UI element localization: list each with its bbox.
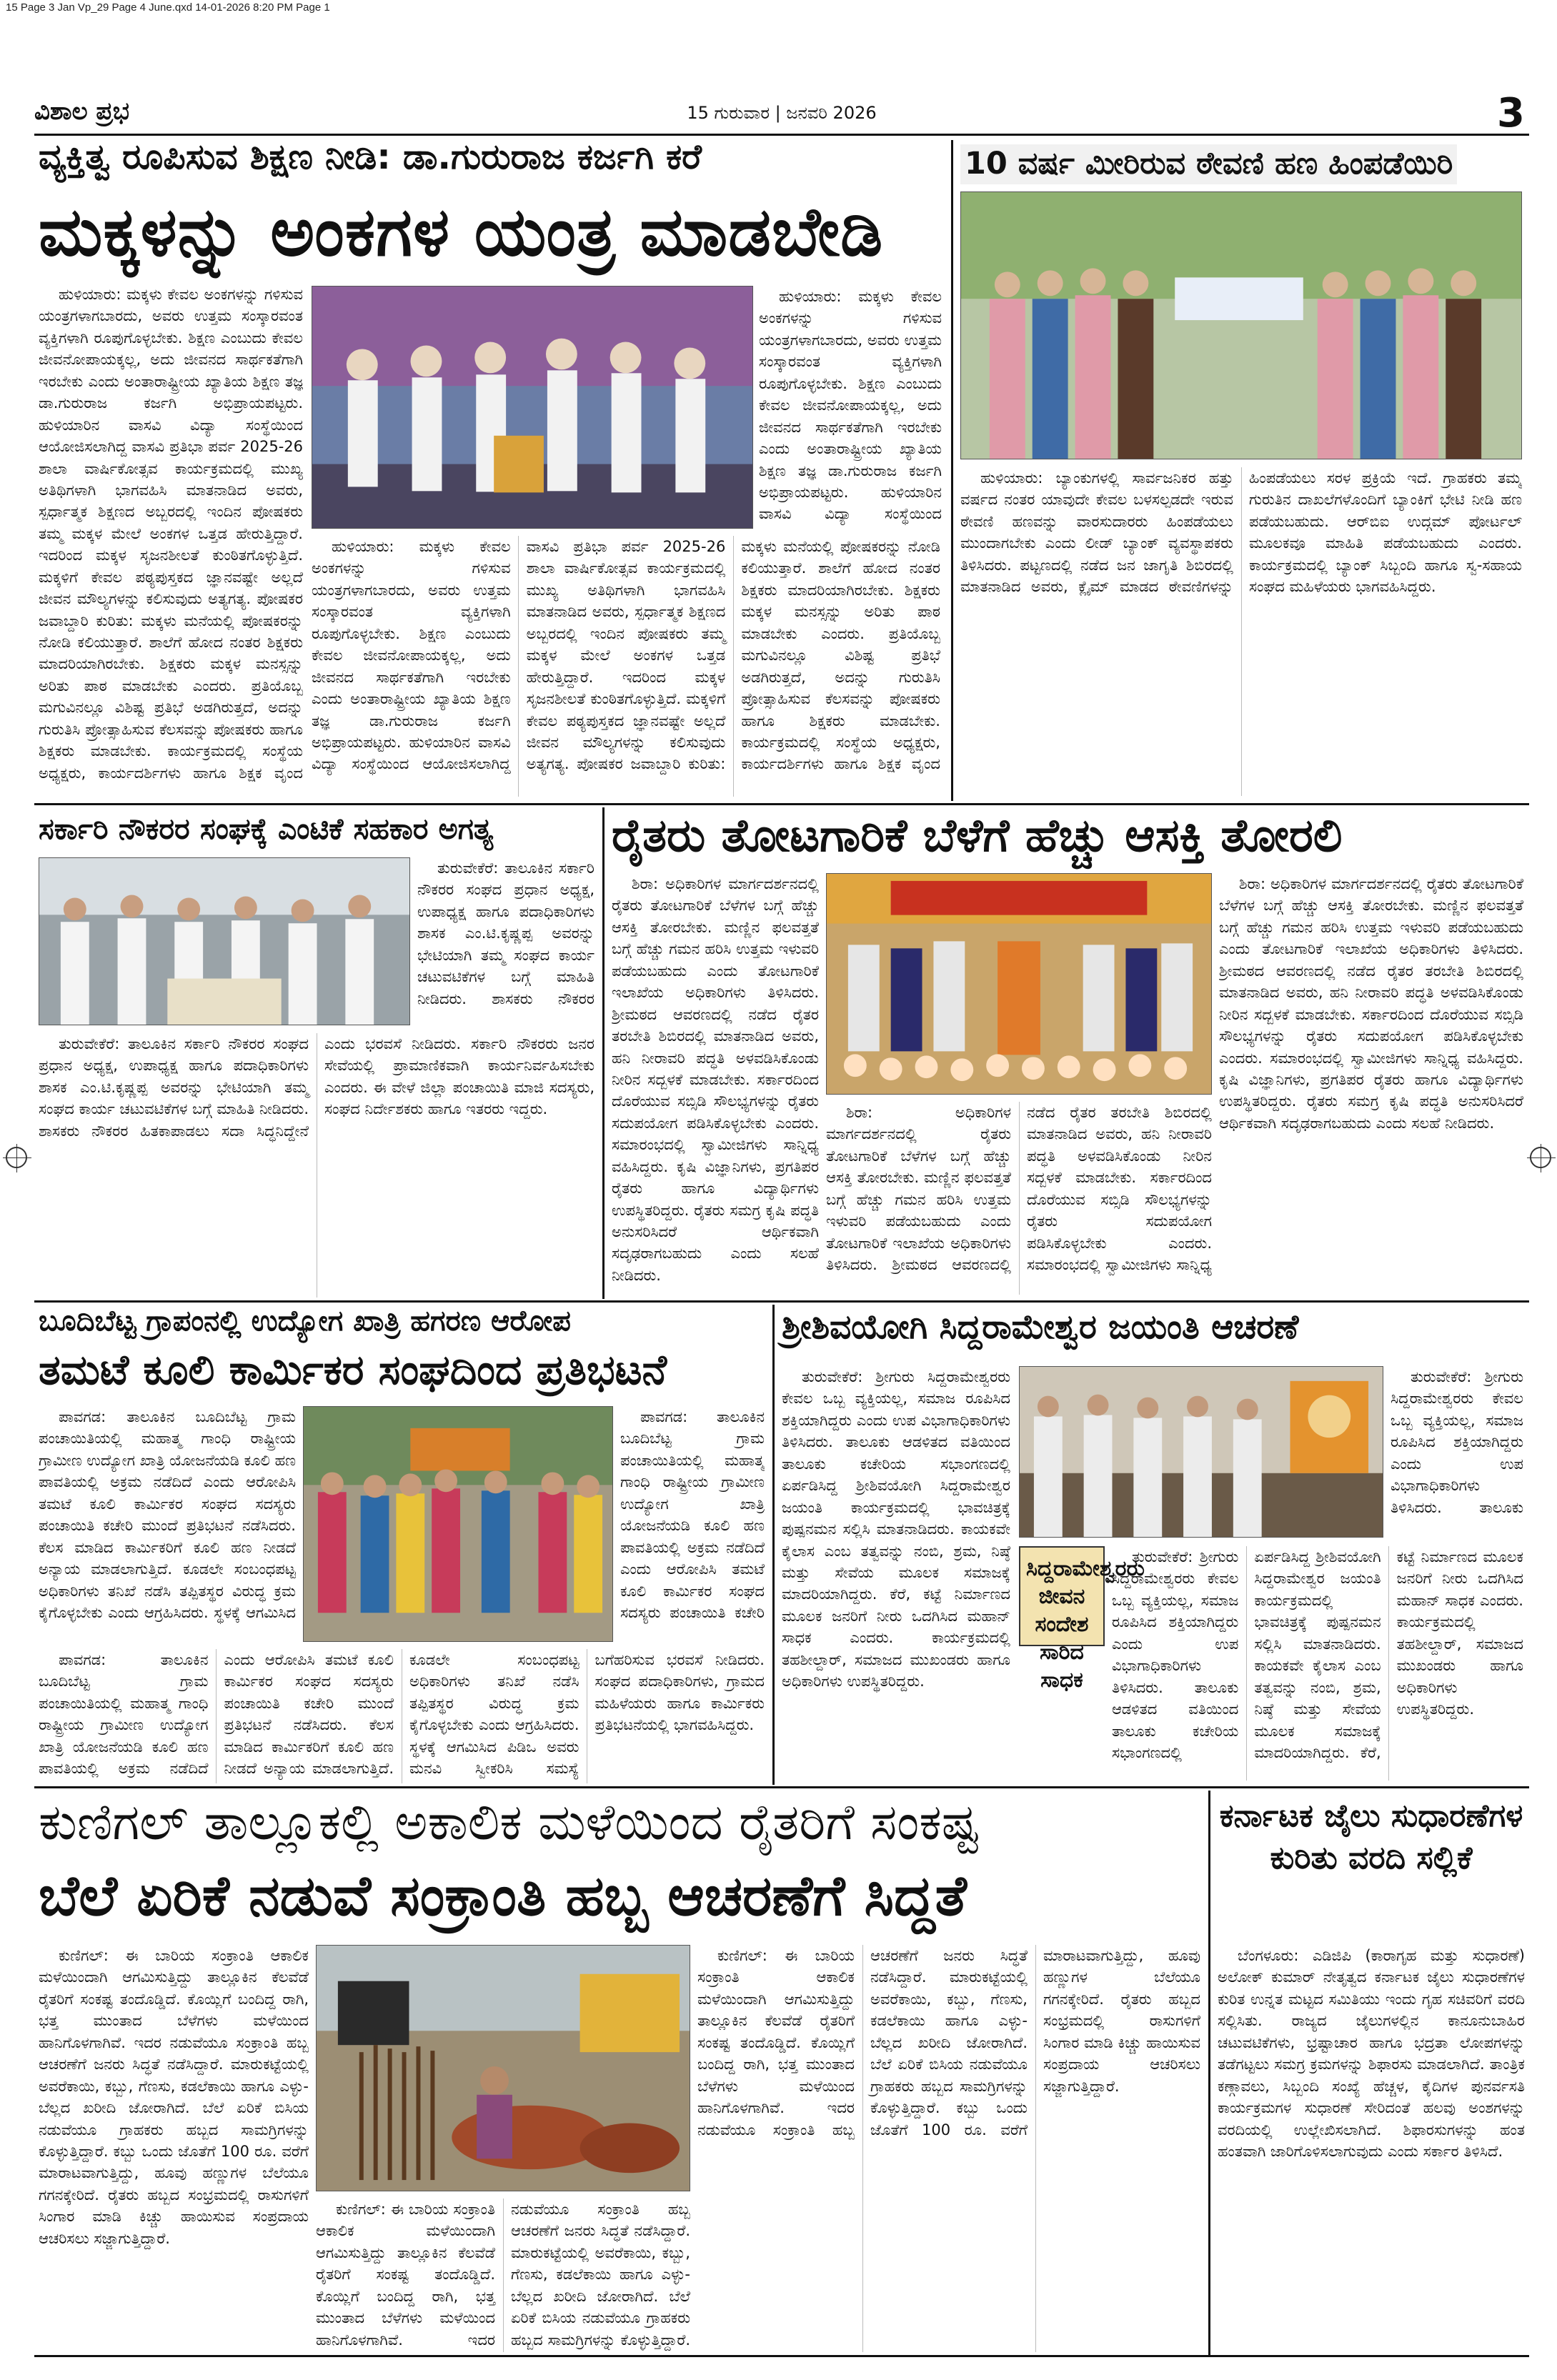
story-body-right xyxy=(697,1945,1200,2352)
story-body xyxy=(1218,1945,1525,2352)
story-paragraph: ಹುಳಿಯಾರು: ಬ್ಯಾಂಕುಗಳಲ್ಲಿ ಸಾರ್ವಜನಿಕರ ಹತ್ತು ವರ್ಷದ ನಂತರ ಯಾವುದೇ ಕೇವಲ ಬಳಸಲ್ಪಡದೇ ಇರುವ ಠೇವಣಿ ಹಣವನ್ನು ವಾರಸುದಾರರು ಹಿಂಪಡೆಯಲು ಮುಂದಾಗಬೇಕು ಎಂದು ಲೀಡ್ ಬ್ಯಾಂಕ್ ವ್ಯವಸ್ಥಾಪಕರು ತಿಳಿಸಿದರು. ಪಟ್ಟಣದಲ್ಲಿ ನಡೆದ ಜನ ಜಾಗೃತಿ ಶಿಬಿರದಲ್ಲಿ ಮಾತನಾಡಿದ ಅವರು, ಕ್ಲೈಮ್ ಮಾಡದ ಠೇವಣಿಗಳನ್ನು ಹಿಂಪಡೆಯಲು ಸರಳ ಪ್ರಕ್ರಿಯೆ ಇದೆ. ಗ್ರಾಹಕರು ತಮ್ಮ ಗುರುತಿನ ದಾಖಲೆಗಳೊಂದಿಗೆ ಬ್ಯಾಂಕಿಗೆ ಭೇಟಿ ನೀಡಿ ಹಣ ಪಡೆಯಬಹುದು. ಆರ್‌ಬಿಐ ಉದ್ಗಮ್ ಪೋರ್ಟಲ್ ಮೂಲಕವೂ ಮಾಹಿತಿ ಪಡೆಯಬಹುದು ಎಂದರು. ಕಾರ್ಯಕ್ರಮದಲ್ಲಿ ಬ್ಯಾಂಕ್ ಸಿಬ್ಬಂದಿ ಹಾಗೂ ಸ್ವ-ಸಹಾಯ ಸಂಘದ ಮಹಿಳೆಯರು ಭಾಗವಹಿಸಿದ್ದರು. xyxy=(960,469,1522,596)
story-body-left xyxy=(612,873,819,1295)
story-body-continued xyxy=(312,536,940,797)
story-photo xyxy=(303,1406,613,1642)
story-paragraph-2: ತುರುವೇಕೆರೆ: ಶ್ರೀಗುರು ಸಿದ್ದರಾಮೇಶ್ವರರು ಕೇವಲ ಒಬ್ಬ ವ್ಯಕ್ತಿಯಲ್ಲ, ಸಮಾಜ ರೂಪಿಸಿದ ಶಕ್ತಿಯಾಗಿದ್ದರು ಎಂದು ಉಪ ವಿಭಾಗಾಧಿಕಾರಿಗಳು ತಿಳಿಸಿದರು. ತಾಲೂಕು xyxy=(1391,1368,1523,1516)
story-photo xyxy=(826,873,1212,1095)
story-headline: ಸರ್ಕಾರಿ ನೌಕರರ ಸಂಘಕ್ಕೆ ಎಂಟಿಕೆ ಸಹಕಾರ ಅಗತ್ಯ xyxy=(39,812,494,846)
story-horticulture xyxy=(607,807,1529,1300)
story-paragraph-2: ಹುಳಿಯಾರು: ಮಕ್ಕಳು ಕೇವಲ ಅಂಕಗಳನ್ನು ಗಳಿಸುವ ಯಂತ್ರಗಳಾಗಬಾರದು, ಅವರು ಉತ್ತಮ ಸಂಸ್ಕಾರವಂತ ವ್ಯಕ್ತಿಗಳಾಗಿ ರೂಪುಗೊಳ್ಳಬೇಕು. ಶಿಕ್ಷಣ ಎಂಬುದು ಕೇವಲ ಜೀವನೋಪಾಯಕ್ಕಲ್ಲ, ಅದು ಜೀವನದ ಸಾರ್ಥಕತೆಗಾಗಿ ಇರಬೇಕು ಎಂದು ಅಂತಾರಾಷ್ಟ್ರೀಯ ಖ್ಯಾತಿಯ ಶಿಕ್ಷಣ ತಜ್ಞ ಡಾ.ಗುರುರಾಜ ಕರ್ಜಗಿ ಅಭಿಪ್ರಾಯಪಟ್ಟರು. ಹುಳಿಯಾರಿನ ವಾಸವಿ ವಿದ್ಯಾ ಸಂಸ್ಥೆಯಿಂದ ಆಯೋಜಿಸಲಾಗಿದ್ದ ವಾಸವಿ ಪ್ರತಿಭಾ ಪರ್ವ 2025-26 ಶಾಲಾ ವಾರ್ಷಿಕೋತ್ಸವ ಕಾರ್ಯಕ್ರಮದಲ್ಲಿ ಮುಖ್ಯ ಅತಿಥಿಗಳಾಗಿ ಭಾಗವಹಿಸಿ ಮಾತನಾಡಿದ ಅವರು, ಸ್ಪರ್ಧಾತ್ಮಕ ಶಿಕ್ಷಣದ ಅಬ್ಬರದಲ್ಲಿ ಇಂದಿನ ಪೋಷಕರು ತಮ್ಮ ಮಕ್ಕಳ ಮೇಲೆ ಅಂಕಗಳ ಒತ್ತಡ ಹೇರುತ್ತಿದ್ದಾರೆ. ಇದರಿಂದ ಮಕ್ಕಳ ಸೃಜನಶೀಲತೆ ಕುಂಠಿತಗೊಳ್ಳುತ್ತಿದೆ. ಮಕ್ಕಳಿಗೆ ಕೇವಲ ಪಠ್ಯಪುಸ್ತಕದ ಜ್ಞಾನವಷ್ಟೇ ಅಲ್ಲದೆ ಜೀವನ ಮೌಲ್ಯಗಳನ್ನು ಕಲಿಸುವುದು ಅತ್ಯಗತ್ಯ. ಪೋಷಕರ ಜವಾಬ್ದಾರಿ ಕುರಿತು: ಮಕ್ಕಳು ಮನೆಯಲ್ಲಿ ಪೋಷಕರನ್ನು ನೋಡಿ ಕಲಿಯುತ್ತಾರೆ. ಶಾಲೆಗೆ ಹೋದ ನಂತರ ಶಿಕ್ಷಕರು ಮಾದರಿಯಾಗಿರಬೇಕು. ಶಿಕ್ಷಕರು ಮಕ್ಕಳ ಮನಸ್ಸನ್ನು ಅರಿತು ಪಾಠ ಮಾಡಬೇಕು ಎಂದರು. ಪ್ರತಿಯೊಬ್ಬ ಮಗುವಿನಲ್ಲೂ ವಿಶಿಷ್ಟ ಪ್ರತಿಭೆ ಅಡಗಿರುತ್ತದೆ, ಅದನ್ನು ಗುರುತಿಸಿ ಪ್ರೋತ್ಸಾಹಿಸುವ ಕೆಲಸವನ್ನು ಪೋಷಕರು ಹಾಗೂ ಶಿಕ್ಷಕರು ಮಾಡಬೇಕು. ಕಾರ್ಯಕ್ರಮದಲ್ಲಿ ಸಂಸ್ಥೆಯ ಅಧ್ಯಕ್ಷರು, ಕಾರ್ಯದರ್ಶಿಗಳು ಹಾಗೂ ಶಿಕ್ಷಕ ವೃಂದ xyxy=(312,538,940,773)
newspaper-brand: ವಿಶಾಲ ಪ್ರಭ xyxy=(34,97,129,126)
story-paragraph: ಹುಳಿಯಾರು: ಮಕ್ಕಳು ಕೇವಲ ಅಂಕಗಳನ್ನು ಗಳಿಸುವ ಯಂತ್ರಗಳಾಗಬಾರದು, ಅವರು ಉತ್ತಮ ಸಂಸ್ಕಾರವಂತ ವ್ಯಕ್ತಿಗಳಾಗಿ ರೂಪುಗೊಳ್ಳಬೇಕು. ಶಿಕ್ಷಣ ಎಂಬುದು ಕೇವಲ ಜೀವನೋಪಾಯಕ್ಕಲ್ಲ, ಅದು ಜೀವನದ ಸಾರ್ಥಕತೆಗಾಗಿ ಇರಬೇಕು ಎಂದು ಅಂತಾರಾಷ್ಟ್ರೀಯ ಖ್ಯಾತಿಯ ಶಿಕ್ಷಣ ತಜ್ಞ ಡಾ.ಗುರುರಾಜ ಕರ್ಜಗಿ ಅಭಿಪ್ರಾಯಪಟ್ಟರು. ಹುಳಿಯಾರಿನ ವಾಸವಿ ವಿದ್ಯಾ ಸಂಸ್ಥೆಯಿಂದ ಆಯೋಜಿಸಲಾಗಿದ್ದ ವಾಸವಿ ಪ್ರತಿಭಾ ಪರ್ವ 2025-26 ಶಾಲಾ ವಾರ್ಷಿಕೋತ್ಸವ ಕಾರ್ಯಕ್ರಮದಲ್ಲಿ ಮುಖ್ಯ ಅತಿಥಿಗಳಾಗಿ ಭಾಗವಹಿಸಿ ಮಾತನಾಡಿದ ಅವರು, ಸ್ಪರ್ಧಾತ್ಮಕ ಶಿಕ್ಷಣದ ಅಬ್ಬರದಲ್ಲಿ ಇಂದಿನ ಪೋಷಕರು ತಮ್ಮ ಮಕ್ಕಳ ಮೇಲೆ ಅಂಕಗಳ ಒತ್ತಡ ಹೇರುತ್ತಿದ್ದಾರೆ. ಇದರಿಂದ ಮಕ್ಕಳ ಸೃಜನಶೀಲತೆ ಕುಂಠಿತಗೊಳ್ಳುತ್ತಿದೆ. ಮಕ್ಕಳಿಗೆ ಕೇವಲ ಪಠ್ಯಪುಸ್ತಕದ ಜ್ಞಾನವಷ್ಟೇ ಅಲ್ಲದೆ ಜೀವನ ಮೌಲ್ಯಗಳನ್ನು ಕಲಿಸುವುದು ಅತ್ಯಗತ್ಯ. ಪೋಷಕರ ಜವಾಬ್ದಾರಿ ಕುರಿತು: ಮಕ್ಕಳು ಮನೆಯಲ್ಲಿ ಪೋಷಕರನ್ನು ನೋಡಿ ಕಲಿಯುತ್ತಾರೆ. ಶಾಲೆಗೆ ಹೋದ ನಂತರ ಶಿಕ್ಷಕರು ಮಾದರಿಯಾಗಿರಬೇಕು. ಶಿಕ್ಷಕರು ಮಕ್ಕಳ ಮನಸ್ಸನ್ನು ಅರಿತು ಪಾಠ ಮಾಡಬೇಕು ಎಂದರು. ಪ್ರತಿಯೊಬ್ಬ ಮಗುವಿನಲ್ಲೂ ವಿಶಿಷ್ಟ ಪ್ರತಿಭೆ ಅಡಗಿರುತ್ತದೆ, ಅದನ್ನು ಗುರುತಿಸಿ ಪ್ರೋತ್ಸಾಹಿಸುವ ಕೆಲಸವನ್ನು ಪೋಷಕರು ಹಾಗೂ ಶಿಕ್ಷಕರು ಮಾಡಬೇಕು. ಕಾರ್ಯಕ್ರಮದಲ್ಲಿ ಸಂಸ್ಥೆಯ ಅಧ್ಯಕ್ಷರು, ಕಾರ್ಯದರ್ಶಿಗಳು ಹಾಗೂ ಶಿಕ್ಷಕ ವೃಂದ xyxy=(39,286,303,782)
column-rule xyxy=(772,1305,775,1785)
story-paragraph: ಕುಣಿಗಲ್: ಈ ಬಾರಿಯ ಸಂಕ್ರಾಂತಿ ಆಕಾಲಿಕ ಮಳೆಯಿಂದಾಗಿ ಆಗಮಿಸುತ್ತಿದ್ದು ತಾಲ್ಲೂಕಿನ ಕೆಲವೆಡೆ ರೈತರಿಗೆ ಸಂಕಷ್ಟ ತಂದೊಡ್ಡಿದೆ. ಕೊಯ್ಲಿಗೆ ಬಂದಿದ್ದ ರಾಗಿ, ಭತ್ತ ಮುಂತಾದ ಬೆಳೆಗಳು ಮಳೆಯಿಂದ ಹಾನಿಗೊಳಗಾಗಿವೆ. ಇದರ ನಡುವೆಯೂ ಸಂಕ್ರಾಂತಿ ಹಬ್ಬ ಆಚರಣೆಗೆ ಜನರು ಸಿದ್ಧತೆ ನಡೆಸಿದ್ದಾರೆ. ಮಾರುಕಟ್ಟೆಯಲ್ಲಿ ಅವರೆಕಾಯಿ, ಕಬ್ಬು, ಗೆಣಸು, ಕಡಲೆಕಾಯಿ ಹಾಗೂ ಎಳ್ಳು-ಬೆಲ್ಲದ ಖರೀದಿ ಜೋರಾಗಿದೆ. ಬೆಲೆ ಏರಿಕೆ ಬಿಸಿಯ ನಡುವೆಯೂ ಗ್ರಾಹಕರು ಹಬ್ಬದ ಸಾಮಗ್ರಿಗಳನ್ನು ಕೊಳ್ಳುತ್ತಿದ್ದಾರೆ. ಕಬ್ಬು ಒಂದು ಜೊತೆಗೆ 100 ರೂ. ವರೆಗೆ ಮಾರಾಟವಾಗುತ್ತಿದ್ದು, ಹೂವು ಹಣ್ಣುಗಳ ಬೆಲೆಯೂ ಗಗನಕ್ಕೇರಿದೆ. ರೈತರು ಹಬ್ಬದ ಸಂಭ್ರಮದಲ್ಲಿ ರಾಸುಗಳಿಗೆ ಸಿಂಗಾರ ಮಾಡಿ ಕಿಚ್ಚು ಹಾಯಿಸುವ ಸಂಪ್ರದಾಯ ಆಚರಿಸಲು ಸಜ್ಜಾಗುತ್ತಿದ್ದಾರೆ. xyxy=(39,1947,309,2247)
story-body-bottom xyxy=(1112,1546,1523,1781)
page-bottom-rule xyxy=(34,2355,1529,2357)
story-paragraph-3: ಕುಣಿಗಲ್: ಈ ಬಾರಿಯ ಸಂಕ್ರಾಂತಿ ಆಕಾಲಿಕ ಮಳೆಯಿಂದಾಗಿ ಆಗಮಿಸುತ್ತಿದ್ದು ತಾಲ್ಲೂಕಿನ ಕೆಲವೆಡೆ ರೈತರಿಗೆ ಸಂಕಷ್ಟ ತಂದೊಡ್ಡಿದೆ. ಕೊಯ್ಲಿಗೆ ಬಂದಿದ್ದ ರಾಗಿ, ಭತ್ತ ಮುಂತಾದ ಬೆಳೆಗಳು ಮಳೆಯಿಂದ ಹಾನಿಗೊಳಗಾಗಿವೆ. ಇದರ ನಡುವೆಯೂ ಸಂಕ್ರಾಂತಿ ಹಬ್ಬ ಆಚರಣೆಗೆ ಜನರು ಸಿದ್ಧತೆ ನಡೆಸಿದ್ದಾರೆ. ಮಾರುಕಟ್ಟೆಯಲ್ಲಿ ಅವರೆಕಾಯಿ, ಕಬ್ಬು, ಗೆಣಸು, ಕಡಲೆಕಾಯಿ ಹಾಗೂ ಎಳ್ಳು-ಬೆಲ್ಲದ ಖರೀದಿ ಜೋರಾಗಿದೆ. ಬೆಲೆ ಏರಿಕೆ ಬಿಸಿಯ ನಡುವೆಯೂ ಗ್ರಾಹಕರು ಹಬ್ಬದ ಸಾಮಗ್ರಿಗಳನ್ನು ಕೊಳ್ಳುತ್ತಿದ್ದಾರೆ. ಕಬ್ಬು ಒಂದು ಜೊತೆಗೆ 100 ರೂ. ವರೆಗೆ ಮಾರಾಟವಾಗುತ್ತಿದ್ದು, ಹೂವು ಹಣ್ಣುಗಳ ಬೆಲೆಯೂ ಗಗನಕ್ಕೇರಿದೆ. ರೈತರು ಹಬ್ಬದ ಸಂಭ್ರಮದಲ್ಲಿ ರಾಸುಗಳಿಗೆ ಸಿಂಗಾರ ಮಾಡಿ ಕಿಚ್ಚು ಹಾಯಿಸುವ ಸಂಪ್ರದಾಯ ಆಚರಿಸಲು ಸಜ್ಜಾಗುತ್ತಿದ್ದಾರೆ. xyxy=(697,1947,1200,2138)
story-bank-deposits xyxy=(956,140,1529,801)
page-number: 3 xyxy=(1497,90,1525,136)
story-paragraph: ಪಾವಗಡ: ತಾಲೂಕಿನ ಬೂದಿಬೆಟ್ಟ ಗ್ರಾಮ ಪಂಚಾಯಿತಿಯಲ್ಲಿ ಮಹಾತ್ಮ ಗಾಂಧಿ ರಾಷ್ಟ್ರೀಯ ಗ್ರಾಮೀಣ ಉದ್ಯೋಗ ಖಾತ್ರಿ ಯೋಜನೆಯಡಿ ಕೂಲಿ ಹಣ ಪಾವತಿಯಲ್ಲಿ ಅಕ್ರಮ ನಡೆದಿದೆ ಎಂದು ಆರೋಪಿಸಿ ತಮಟೆ ಕೂಲಿ ಕಾರ್ಮಿಕರ ಸಂಘದ ಸದಸ್ಯರು ಪಂಚಾಯಿತಿ ಕಚೇರಿ ಮುಂದೆ ಪ್ರತಿಭಟನೆ ನಡೆಸಿದರು. ಕೆಲಸ ಮಾಡಿದ ಕಾರ್ಮಿಕರಿಗೆ ಕೂಲಿ ಹಣ ನೀಡದೆ ಅನ್ಯಾಯ ಮಾಡಲಾಗುತ್ತಿದೆ. ಕೂಡಲೇ ಸಂಬಂಧಪಟ್ಟ ಅಧಿಕಾರಿಗಳು ತನಿಖೆ ನಡೆಸಿ ತಪ್ಪಿತಸ್ಥರ ವಿರುದ್ಧ ಕ್ರಮ ಕೈಗೊಳ್ಳಬೇಕು ಎಂದು ಆಗ್ರಹಿಸಿದರು. ಸ್ಥಳಕ್ಕೆ ಆಗಮಿಸಿದ xyxy=(39,1408,296,1621)
story-body-left xyxy=(782,1366,1010,1781)
column-rule xyxy=(1208,1791,1210,2355)
story-photo xyxy=(960,191,1522,459)
story-body-right xyxy=(620,1406,765,1642)
story-body-top xyxy=(417,857,595,1025)
story-body xyxy=(39,1033,595,1298)
section-rule xyxy=(34,1786,1529,1788)
story-headline: ಶ್ರೀಶಿವಯೋಗಿ ಸಿದ್ದರಾಮೇಶ್ವರ ಜಯಂತಿ ಆಚರಣೆ xyxy=(782,1308,1299,1347)
story-jail-reforms xyxy=(1213,1791,1529,2355)
story-body-bottom xyxy=(39,1649,765,1783)
story-jayanti xyxy=(777,1305,1529,1787)
masthead xyxy=(34,90,1529,136)
story-body-left xyxy=(39,1945,309,2352)
story-body-right xyxy=(759,286,942,532)
story-photo xyxy=(312,286,753,529)
story-lead xyxy=(34,137,949,802)
story-paragraph-3: ತುರುವೇಕೆರೆ: ಶ್ರೀಗುರು ಸಿದ್ದರಾಮೇಶ್ವರರು ಕೇವಲ ಒಬ್ಬ ವ್ಯಕ್ತಿಯಲ್ಲ, ಸಮಾಜ ರೂಪಿಸಿದ ಶಕ್ತಿಯಾಗಿದ್ದರು ಎಂದು ಉಪ ವಿಭಾಗಾಧಿಕಾರಿಗಳು ತಿಳಿಸಿದರು. ತಾಲೂಕು ಆಡಳಿತದ ವತಿಯಿಂದ ತಾಲೂಕು ಕಚೇರಿಯ ಸಭಾಂಗಣದಲ್ಲಿ ಏರ್ಪಡಿಸಿದ್ದ ಶ್ರೀಶಿವಯೋಗಿ ಸಿದ್ದರಾಮೇಶ್ವರ ಜಯಂತಿ ಕಾರ್ಯಕ್ರಮದಲ್ಲಿ ಭಾವಚಿತ್ರಕ್ಕೆ ಪುಷ್ಪನಮನ ಸಲ್ಲಿಸಿ ಮಾತನಾಡಿದರು. ಕಾಯಕವೇ ಕೈಲಾಸ ಎಂಬ ತತ್ವವನ್ನು ನಂಬಿ, ಶ್ರಮ, ನಿಷ್ಠೆ ಮತ್ತು ಸೇವೆಯ ಮೂಲಕ ಸಮಾಜಕ್ಕೆ ಮಾದರಿಯಾಗಿದ್ದರು. ಕೆರೆ, ಕಟ್ಟೆ ನಿರ್ಮಾಣದ ಮೂಲಕ ಜನರಿಗೆ ನೀರು ಒದಗಿಸಿದ ಮಹಾನ್ ಸಾಧಕ ಎಂದರು. ಕಾರ್ಯಕ್ರಮದಲ್ಲಿ ತಹಶೀಲ್ದಾರ್, ಸಮಾಜದ ಮುಖಂಡರು ಹಾಗೂ ಅಧಿಕಾರಿಗಳು ಉಪಸ್ಥಿತರಿದ್ದರು. xyxy=(1112,1548,1523,1761)
story-paragraph-3: ಶಿರಾ: ಅಧಿಕಾರಿಗಳ ಮಾರ್ಗದರ್ಶನದಲ್ಲಿ ರೈತರು ತೋಟಗಾರಿಕೆ ಬೆಳೆಗಳ ಬಗ್ಗೆ ಹೆಚ್ಚು ಆಸಕ್ತಿ ತೋರಬೇಕು. ಮಣ್ಣಿನ ಫಲವತ್ತತೆ ಬಗ್ಗೆ ಹೆಚ್ಚು ಗಮನ ಹರಿಸಿ ಉತ್ತಮ ಇಳುವರಿ ಪಡೆಯಬಹುದು ಎಂದು ತೋಟಗಾರಿಕೆ ಇಲಾಖೆಯ ಅಧಿಕಾರಿಗಳು ತಿಳಿಸಿದರು. ಶ್ರೀಮಠದ ಆವರಣದಲ್ಲಿ ನಡೆದ ರೈತರ ತರಬೇತಿ ಶಿಬಿರದಲ್ಲಿ ಮಾತನಾಡಿದ ಅವರು, ಹನಿ ನೀರಾವರಿ ಪದ್ಧತಿ ಅಳವಡಿಸಿಕೊಂಡು ನೀರಿನ ಸದ್ಬಳಕೆ ಮಾಡಬೇಕು. ಸರ್ಕಾರದಿಂದ ದೊರೆಯುವ ಸಬ್ಸಿಡಿ ಸೌಲಭ್ಯಗಳನ್ನು ರೈತರು ಸದುಪಯೋಗ ಪಡಿಸಿಕೊಳ್ಳಬೇಕು ಎಂದರು. ಸಮಾರಂಭದಲ್ಲಿ ಸ್ವಾಮೀಜಿಗಳು ಸಾನ್ನಿಧ್ಯ ವಹಿಸಿದ್ದರು. ಕೃಷಿ ವಿಜ್ಞಾನಿಗಳು, ಪ್ರಗತಿಪರ ರೈತರು ಹಾಗೂ ವಿದ್ಯಾರ್ಥಿಗಳು ಉಪಸ್ಥಿತರಿದ್ದರು. ರೈತರು ಸಮಗ್ರ ಕೃಷಿ ಪದ್ಧತಿ ಅನುಸರಿಸಿದರೆ ಆರ್ಥಿಕವಾಗಿ ಸದೃಢರಾಗಬಹುದು ಎಂದು ಸಲಹೆ ನೀಡಿದರು. xyxy=(1219,875,1523,1132)
pull-quote: ಸಿದ್ದರಾಮೇಶ್ವರರು ಜೀವನ ಸಂದೇಶ ಸಾರಿದ ಸಾಧಕ xyxy=(1019,1546,1105,1646)
story-paragraph-2: ಪಾವಗಡ: ತಾಲೂಕಿನ ಬೂದಿಬೆಟ್ಟ ಗ್ರಾಮ ಪಂಚಾಯಿತಿಯಲ್ಲಿ ಮಹಾತ್ಮ ಗಾಂಧಿ ರಾಷ್ಟ್ರೀಯ ಗ್ರಾಮೀಣ ಉದ್ಯೋಗ ಖಾತ್ರಿ ಯೋಜನೆಯಡಿ ಕೂಲಿ ಹಣ ಪಾವತಿಯಲ್ಲಿ ಅಕ್ರಮ ನಡೆದಿದೆ ಎಂದು ಆರೋಪಿಸಿ ತಮಟೆ ಕೂಲಿ ಕಾರ್ಮಿಕರ ಸಂಘದ ಸದಸ್ಯರು ಪಂಚಾಯಿತಿ ಕಚೇರಿ xyxy=(620,1408,765,1621)
story-headline: ಬೆಲೆ ಏರಿಕೆ ನಡುವೆ ಸಂಕ್ರಾಂತಿ ಹಬ್ಬ ಆಚರಣೆಗೆ ಸಿದ್ದತೆ xyxy=(39,1864,967,1928)
story-employees-union xyxy=(34,807,600,1300)
story-body-middle xyxy=(826,1102,1212,1295)
story-body xyxy=(960,467,1522,796)
section-rule xyxy=(34,803,1529,805)
registration-mark-right xyxy=(1530,1147,1551,1168)
story-body xyxy=(39,284,303,798)
story-headline: 10 ವರ್ಷ ಮೀರಿರುವ ಠೇವಣಿ ಹಣ ಹಿಂಪಡೆಯಿರಿ xyxy=(960,144,1457,184)
story-paragraph-3: ಪಾವಗಡ: ತಾಲೂಕಿನ ಬೂದಿಬೆಟ್ಟ ಗ್ರಾಮ ಪಂಚಾಯಿತಿಯಲ್ಲಿ ಮಹಾತ್ಮ ಗಾಂಧಿ ರಾಷ್ಟ್ರೀಯ ಗ್ರಾಮೀಣ ಉದ್ಯೋಗ ಖಾತ್ರಿ ಯೋಜನೆಯಡಿ ಕೂಲಿ ಹಣ ಪಾವತಿಯಲ್ಲಿ ಅಕ್ರಮ ನಡೆದಿದೆ ಎಂದು ಆರೋಪಿಸಿ ತಮಟೆ ಕೂಲಿ ಕಾರ್ಮಿಕರ ಸಂಘದ ಸದಸ್ಯರು ಪಂಚಾಯಿತಿ ಕಚೇರಿ ಮುಂದೆ ಪ್ರತಿಭಟನೆ ನಡೆಸಿದರು. ಕೆಲಸ ಮಾಡಿದ ಕಾರ್ಮಿಕರಿಗೆ ಕೂಲಿ ಹಣ ನೀಡದೆ ಅನ್ಯಾಯ ಮಾಡಲಾಗುತ್ತಿದೆ. ಕೂಡಲೇ ಸಂಬಂಧಪಟ್ಟ ಅಧಿಕಾರಿಗಳು ತನಿಖೆ ನಡೆಸಿ ತಪ್ಪಿತಸ್ಥರ ವಿರುದ್ಧ ಕ್ರಮ ಕೈಗೊಳ್ಳಬೇಕು ಎಂದು ಆಗ್ರಹಿಸಿದರು. ಸ್ಥಳಕ್ಕೆ ಆಗಮಿಸಿದ ಪಿಡಿಒ ಅವರು ಮನವಿ ಸ್ವೀಕರಿಸಿ ಸಮಸ್ಯೆ ಬಗೆಹರಿಸುವ ಭರವಸೆ ನೀಡಿದರು. ಸಂಘದ ಪದಾಧಿಕಾರಿಗಳು, ಗ್ರಾಮದ ಮಹಿಳೆಯರು ಹಾಗೂ ಕಾರ್ಮಿಕರು ಪ್ರತಿಭಟನೆಯಲ್ಲಿ ಭಾಗವಹಿಸಿದ್ದರು. xyxy=(39,1651,765,1778)
issue-date: 15 ಗುರುವಾರ | ಜನವರಿ 2026 xyxy=(687,103,877,123)
story-protest xyxy=(34,1305,770,1787)
story-headline: ರೈತರು ತೋಟಗಾರಿಕೆ ಬೆಳೆಗೆ ಹೆಚ್ಚು ಆಸಕ್ತಿ ತೋರಲಿ xyxy=(612,810,1343,862)
story-photo xyxy=(39,857,410,1025)
story-kicker: ಬೂದಿಬೆಟ್ಟ ಗ್ರಾಪಂನಲ್ಲಿ ಉದ್ಯೋಗ ಖಾತ್ರಿ ಹಗರಣ ಆರೋಪ xyxy=(39,1305,571,1338)
story-body-right xyxy=(1391,1366,1523,1538)
story-body-left xyxy=(39,1406,296,1642)
story-headline: ತಮಟೆ ಕೂಲಿ ಕಾರ್ಮಿಕರ ಸಂಘದಿಂದ ಪ್ರತಿಭಟನೆ xyxy=(39,1345,667,1394)
story-body-bottom xyxy=(316,2199,690,2352)
story-photo xyxy=(1019,1366,1383,1538)
column-rule xyxy=(602,807,605,1299)
story-headline: ಕರ್ನಾಟಕ ಜೈಲು ಸುಧಾರಣೆಗಳ ಕುರಿತು ವರದಿ ಸಲ್ಲಿಕೆ xyxy=(1219,1798,1523,1877)
story-paragraph-3: ಹುಳಿಯಾರು: ಮಕ್ಕಳು ಕೇವಲ ಅಂಕಗಳನ್ನು ಗಳಿಸುವ ಯಂತ್ರಗಳಾಗಬಾರದು, ಅವರು ಉತ್ತಮ ಸಂಸ್ಕಾರವಂತ ವ್ಯಕ್ತಿಗಳಾಗಿ ರೂಪುಗೊಳ್ಳಬೇಕು. ಶಿಕ್ಷಣ ಎಂಬುದು ಕೇವಲ ಜೀವನೋಪಾಯಕ್ಕಲ್ಲ, ಅದು ಜೀವನದ ಸಾರ್ಥಕತೆಗಾಗಿ ಇರಬೇಕು ಎಂದು ಅಂತಾರಾಷ್ಟ್ರೀಯ ಖ್ಯಾತಿಯ ಶಿಕ್ಷಣ ತಜ್ಞ ಡಾ.ಗುರುರಾಜ ಕರ್ಜಗಿ ಅಭಿಪ್ರಾಯಪಟ್ಟರು. ಹುಳಿಯಾರಿನ ವಾಸವಿ ವಿದ್ಯಾ ಸಂಸ್ಥೆಯಿಂದ xyxy=(759,288,942,523)
story-paragraph-2: ಶಿರಾ: ಅಧಿಕಾರಿಗಳ ಮಾರ್ಗದರ್ಶನದಲ್ಲಿ ರೈತರು ತೋಟಗಾರಿಕೆ ಬೆಳೆಗಳ ಬಗ್ಗೆ ಹೆಚ್ಚು ಆಸಕ್ತಿ ತೋರಬೇಕು. ಮಣ್ಣಿನ ಫಲವತ್ತತೆ ಬಗ್ಗೆ ಹೆಚ್ಚು ಗಮನ ಹರಿಸಿ ಉತ್ತಮ ಇಳುವರಿ ಪಡೆಯಬಹುದು ಎಂದು ತೋಟಗಾರಿಕೆ ಇಲಾಖೆಯ ಅಧಿಕಾರಿಗಳು ತಿಳಿಸಿದರು. ಶ್ರೀಮಠದ ಆವರಣದಲ್ಲಿ ನಡೆದ ರೈತರ ತರಬೇತಿ ಶಿಬಿರದಲ್ಲಿ ಮಾತನಾಡಿದ ಅವರು, ಹನಿ ನೀರಾವರಿ ಪದ್ಧತಿ ಅಳವಡಿಸಿಕೊಂಡು ನೀರಿನ ಸದ್ಬಳಕೆ ಮಾಡಬೇಕು. ಸರ್ಕಾರದಿಂದ ದೊರೆಯುವ ಸಬ್ಸಿಡಿ ಸೌಲಭ್ಯಗಳನ್ನು ರೈತರು ಸದುಪಯೋಗ ಪಡಿಸಿಕೊಳ್ಳಬೇಕು ಎಂದರು. ಸಮಾರಂಭದಲ್ಲಿ ಸ್ವಾಮೀಜಿಗಳು ಸಾನ್ನಿಧ್ಯ xyxy=(826,1104,1212,1274)
story-sankranti xyxy=(34,1791,1206,2355)
print-slug: 15 Page 3 Jan Vp_29 Page 4 June.qxd 14-01-2026 8:20 PM Page 1 xyxy=(6,1,330,14)
story-kicker: ಕುಣಿಗಲ್ ತಾಲ್ಲೂಕಲ್ಲಿ ಅಕಾಲಿಕ ಮಳೆಯಿಂದ ರೈತರಿಗೆ ಸಂಕಷ್ಟ xyxy=(39,1793,980,1851)
section-rule xyxy=(34,1300,1529,1303)
registration-mark-left xyxy=(6,1147,27,1168)
story-kicker: ವ್ಯಕ್ತಿತ್ವ ರೂಪಿಸುವ ಶಿಕ್ಷಣ ನೀಡಿ: ಡಾ.ಗುರುರಾಜ ಕರ್ಜಗಿ ಕರೆ xyxy=(39,137,702,177)
story-body-right xyxy=(1219,873,1523,1295)
column-rule xyxy=(951,140,953,801)
story-paragraph: ತುರುವೇಕೆರೆ: ತಾಲೂಕಿನ ಸರ್ಕಾರಿ ನೌಕರರ ಸಂಘದ ಪ್ರಧಾನ ಅಧ್ಯಕ್ಷ, ಉಪಾಧ್ಯಕ್ಷ ಹಾಗೂ ಪದಾಧಿಕಾರಿಗಳು ಶಾಸಕ ಎಂ.ಟಿ.ಕೃಷ್ಣಪ್ಪ ಅವರನ್ನು ಭೇಟಿಯಾಗಿ ತಮ್ಮ ಸಂಘದ ಕಾರ್ಯ ಚಟುವಟಿಕೆಗಳ ಬಗ್ಗೆ ಮಾಹಿತಿ ನೀಡಿದರು. ಶಾಸಕರು ನೌಕರರ xyxy=(417,860,595,1007)
story-paragraph: ಶಿರಾ: ಅಧಿಕಾರಿಗಳ ಮಾರ್ಗದರ್ಶನದಲ್ಲಿ ರೈತರು ತೋಟಗಾರಿಕೆ ಬೆಳೆಗಳ ಬಗ್ಗೆ ಹೆಚ್ಚು ಆಸಕ್ತಿ ತೋರಬೇಕು. ಮಣ್ಣಿನ ಫಲವತ್ತತೆ ಬಗ್ಗೆ ಹೆಚ್ಚು ಗಮನ ಹರಿಸಿ ಉತ್ತಮ ಇಳುವರಿ ಪಡೆಯಬಹುದು ಎಂದು ತೋಟಗಾರಿಕೆ ಇಲಾಖೆಯ ಅಧಿಕಾರಿಗಳು ತಿಳಿಸಿದರು. ಶ್ರೀಮಠದ ಆವರಣದಲ್ಲಿ ನಡೆದ ರೈತರ ತರಬೇತಿ ಶಿಬಿರದಲ್ಲಿ ಮಾತನಾಡಿದ ಅವರು, ಹನಿ ನೀರಾವರಿ ಪದ್ಧತಿ ಅಳವಡಿಸಿಕೊಂಡು ನೀರಿನ ಸದ್ಬಳಕೆ ಮಾಡಬೇಕು. ಸರ್ಕಾರದಿಂದ ದೊರೆಯುವ ಸಬ್ಸಿಡಿ ಸೌಲಭ್ಯಗಳನ್ನು ರೈತರು ಸದುಪಯೋಗ ಪಡಿಸಿಕೊಳ್ಳಬೇಕು ಎಂದರು. ಸಮಾರಂಭದಲ್ಲಿ ಸ್ವಾಮೀಜಿಗಳು ಸಾನ್ನಿಧ್ಯ ವಹಿಸಿದ್ದರು. ಕೃಷಿ ವಿಜ್ಞಾನಿಗಳು, ಪ್ರಗತಿಪರ ರೈತರು ಹಾಗೂ ವಿದ್ಯಾರ್ಥಿಗಳು ಉಪಸ್ಥಿತರಿದ್ದರು. ರೈತರು ಸಮಗ್ರ ಕೃಷಿ ಪದ್ಧತಿ ಅನುಸರಿಸಿದರೆ ಆರ್ಥಿಕವಾಗಿ ಸದೃಢರಾಗಬಹುದು ಎಂದು ಸಲಹೆ ನೀಡಿದರು. xyxy=(612,875,819,1284)
story-photo xyxy=(316,1945,690,2191)
newspaper-page xyxy=(34,71,1529,2358)
story-paragraph: ತುರುವೇಕೆರೆ: ಶ್ರೀಗುರು ಸಿದ್ದರಾಮೇಶ್ವರರು ಕೇವಲ ಒಬ್ಬ ವ್ಯಕ್ತಿಯಲ್ಲ, ಸಮಾಜ ರೂಪಿಸಿದ ಶಕ್ತಿಯಾಗಿದ್ದರು ಎಂದು ಉಪ ವಿಭಾಗಾಧಿಕಾರಿಗಳು ತಿಳಿಸಿದರು. ತಾಲೂಕು ಆಡಳಿತದ ವತಿಯಿಂದ ತಾಲೂಕು ಕಚೇರಿಯ ಸಭಾಂಗಣದಲ್ಲಿ ಏರ್ಪಡಿಸಿದ್ದ ಶ್ರೀಶಿವಯೋಗಿ ಸಿದ್ದರಾಮೇಶ್ವರ ಜಯಂತಿ ಕಾರ್ಯಕ್ರಮದಲ್ಲಿ ಭಾವಚಿತ್ರಕ್ಕೆ ಪುಷ್ಪನಮನ ಸಲ್ಲಿಸಿ ಮಾತನಾಡಿದರು. ಕಾಯಕವೇ ಕೈಲಾಸ ಎಂಬ ತತ್ವವನ್ನು ನಂಬಿ, ಶ್ರಮ, ನಿಷ್ಠೆ ಮತ್ತು ಸೇವೆಯ ಮೂಲಕ ಸಮಾಜಕ್ಕೆ ಮಾದರಿಯಾಗಿದ್ದರು. ಕೆರೆ, ಕಟ್ಟೆ ನಿರ್ಮಾಣದ ಮೂಲಕ ಜನರಿಗೆ ನೀರು ಒದಗಿಸಿದ ಮಹಾನ್ ಸಾಧಕ ಎಂದರು. ಕಾರ್ಯಕ್ರಮದಲ್ಲಿ ತಹಶೀಲ್ದಾರ್, ಸಮಾಜದ ಮುಖಂಡರು ಹಾಗೂ ಅಧಿಕಾರಿಗಳು ಉಪಸ್ಥಿತರಿದ್ದರು. xyxy=(782,1368,1010,1691)
story-paragraph-2: ಕುಣಿಗಲ್: ಈ ಬಾರಿಯ ಸಂಕ್ರಾಂತಿ ಆಕಾಲಿಕ ಮಳೆಯಿಂದಾಗಿ ಆಗಮಿಸುತ್ತಿದ್ದು ತಾಲ್ಲೂಕಿನ ಕೆಲವೆಡೆ ರೈತರಿಗೆ ಸಂಕಷ್ಟ ತಂದೊಡ್ಡಿದೆ. ಕೊಯ್ಲಿಗೆ ಬಂದಿದ್ದ ರಾಗಿ, ಭತ್ತ ಮುಂತಾದ ಬೆಳೆಗಳು ಮಳೆಯಿಂದ ಹಾನಿಗೊಳಗಾಗಿವೆ. ಇದರ ನಡುವೆಯೂ ಸಂಕ್ರಾಂತಿ ಹಬ್ಬ ಆಚರಣೆಗೆ ಜನರು ಸಿದ್ಧತೆ ನಡೆಸಿದ್ದಾರೆ. ಮಾರುಕಟ್ಟೆಯಲ್ಲಿ ಅವರೆಕಾಯಿ, ಕಬ್ಬು, ಗೆಣಸು, ಕಡಲೆಕಾಯಿ ಹಾಗೂ ಎಳ್ಳು-ಬೆಲ್ಲದ ಖರೀದಿ ಜೋರಾಗಿದೆ. ಬೆಲೆ ಏರಿಕೆ ಬಿಸಿಯ ನಡುವೆಯೂ ಗ್ರಾಹಕರು ಹಬ್ಬದ ಸಾಮಗ್ರಿಗಳನ್ನು ಕೊಳ್ಳುತ್ತಿದ್ದಾರೆ. xyxy=(316,2201,690,2349)
story-paragraph-2: ತುರುವೇಕೆರೆ: ತಾಲೂಕಿನ ಸರ್ಕಾರಿ ನೌಕರರ ಸಂಘದ ಪ್ರಧಾನ ಅಧ್ಯಕ್ಷ, ಉಪಾಧ್ಯಕ್ಷ ಹಾಗೂ ಪದಾಧಿಕಾರಿಗಳು ಶಾಸಕ ಎಂ.ಟಿ.ಕೃಷ್ಣಪ್ಪ ಅವರನ್ನು ಭೇಟಿಯಾಗಿ ತಮ್ಮ ಸಂಘದ ಕಾರ್ಯ ಚಟುವಟಿಕೆಗಳ ಬಗ್ಗೆ ಮಾಹಿತಿ ನೀಡಿದರು. ಶಾಸಕರು ನೌಕರರ ಹಿತಕಾಪಾಡಲು ಸದಾ ಸಿದ್ಧನಿದ್ದೇನೆ ಎಂದು ಭರವಸೆ ನೀಡಿದರು. ಸರ್ಕಾರಿ ನೌಕರರು ಜನರ ಸೇವೆಯಲ್ಲಿ ಪ್ರಾಮಾಣಿಕವಾಗಿ ಕಾರ್ಯನಿರ್ವಹಿಸಬೇಕು ಎಂದರು. ಈ ವೇಳೆ ಜಿಲ್ಲಾ ಪಂಚಾಯಿತಿ ಮಾಜಿ ಸದಸ್ಯರು, ಸಂಘದ ನಿರ್ದೇಶಕರು ಹಾಗೂ ಇತರರು ಇದ್ದರು. xyxy=(39,1035,595,1140)
story-headline: ಮಕ್ಕಳನ್ನು ಅಂಕಗಳ ಯಂತ್ರ ಮಾಡಬೇಡಿ xyxy=(39,194,884,272)
story-paragraph: ಬೆಂಗಳೂರು: ಎಡಿಜಿಪಿ (ಕಾರಾಗೃಹ ಮತ್ತು ಸುಧಾರಣೆ) ಅಲೋಕ್ ಕುಮಾರ್ ನೇತೃತ್ವದ ಕರ್ನಾಟಕ ಜೈಲು ಸುಧಾರಣೆಗಳ ಕುರಿತ ಉನ್ನತ ಮಟ್ಟದ ಸಮಿತಿಯು ಇಂದು ಗೃಹ ಸಚಿವರಿಗೆ ವರದಿ ಸಲ್ಲಿಸಿತು. ರಾಜ್ಯದ ಜೈಲುಗಳಲ್ಲಿನ ಕಾನೂನುಬಾಹಿರ ಚಟುವಟಿಕೆಗಳು, ಭ್ರಷ್ಟಾಚಾರ ಹಾಗೂ ಭದ್ರತಾ ಲೋಪಗಳನ್ನು ತಡೆಗಟ್ಟಲು ಸಮಗ್ರ ಕ್ರಮಗಳನ್ನು ಶಿಫಾರಸು ಮಾಡಲಾಗಿದೆ. ತಾಂತ್ರಿಕ ಕಣ್ಗಾವಲು, ಸಿಬ್ಬಂದಿ ಸಂಖ್ಯೆ ಹೆಚ್ಚಳ, ಕೈದಿಗಳ ಪುನರ್ವಸತಿ ಕಾರ್ಯಕ್ರಮಗಳ ಸುಧಾರಣೆ ಸೇರಿದಂತೆ ಹಲವು ಅಂಶಗಳನ್ನು ವರದಿಯಲ್ಲಿ ಉಲ್ಲೇಖಿಸಲಾಗಿದೆ. ಶಿಫಾರಸುಗಳನ್ನು ಹಂತ ಹಂತವಾಗಿ ಜಾರಿಗೊಳಿಸಲಾಗುವುದು ಎಂದು ಸರ್ಕಾರ ತಿಳಿಸಿದೆ. xyxy=(1218,1947,1525,2160)
